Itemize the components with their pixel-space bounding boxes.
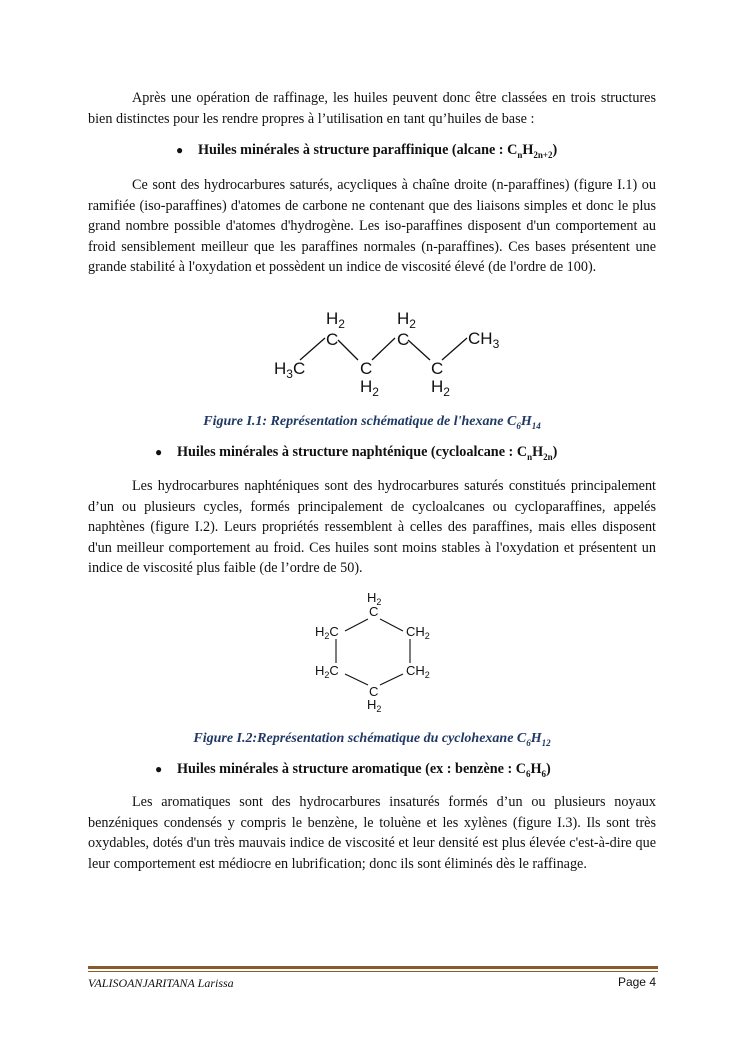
hexane-h2-top1: $H_2$	[326, 309, 345, 331]
hexane-structure	[270, 302, 510, 402]
intro-paragraph: Après une opération de raffinage, les huiles peuvent donc être classées en trois structures bien distinctes pour les rendre propres à l’utilisation en tant qu’huiles de base :	[88, 90, 656, 127]
cyclo-ll: $H_2C$	[315, 663, 339, 680]
cyclo-lr: $CH_2$	[406, 663, 430, 680]
heading-paraffinique: ● Huiles minérales à structure paraffinique (alcane : $C_nH_{2n+2}$)	[176, 142, 558, 160]
cyclo-ul: $H_2C$	[315, 624, 339, 641]
hexane-c-bot1: C	[360, 359, 373, 378]
cyclo-bot-h2: $H_2$	[367, 697, 382, 714]
bullet-icon: ●	[176, 143, 184, 157]
bullet-icon: ●	[155, 445, 163, 459]
hexane-h2-bot1: $H_2$	[360, 377, 379, 399]
figure-1-caption: Figure I.1: Représentation schématique de l'hexane $C_6H_{14}$	[203, 414, 541, 431]
cyclo-top-h2: $H_2$	[367, 590, 382, 607]
hexane-h3c: $H_3C$	[274, 359, 306, 381]
aromatique-paragraph: Les aromatiques sont des hydrocarbures insaturés formés d’un ou plusieurs noyaux benzéniques condensés y compris le benzène, le toluène et les xylènes (figure I.3). Ils sont très oxydables, dotés d'un très mauvais indice de viscosité et leur densité est plus élevée c'est-à-dire que leur comportement est médiocre en lubrification; donc ils sont éliminés dès le raffinage.	[88, 794, 656, 872]
hexane-h2-bot2: $H_2$	[431, 377, 450, 399]
cyclo-ur: $CH_2$	[406, 624, 430, 641]
page-number: Page 4	[617, 975, 656, 989]
cyclohexane-structure	[305, 588, 445, 714]
cyclo-bot-c: C	[369, 684, 379, 699]
figure-2-caption: Figure I.2:Représentation schématique du cyclohexane $C_6H_{12}$	[193, 731, 551, 748]
hexane-h2-top2: $H_2$	[397, 309, 416, 331]
bullet-icon: ●	[155, 762, 163, 776]
paraffinique-paragraph: Ce sont des hydrocarbures saturés, acycliques à chaîne droite (n-paraffines) (figure I.1) ou ramifiée (iso-paraffines) d'atomes de carbone ne contenant que des liaisons simples et donc le plus grand nombre possible d'atomes d'hydrogène. Les iso-paraffines disposent d'un comportement au froid sensiblement meilleur que les paraffines normales (n-paraffines). Ces bases présentent une grande stabilité à l'oxydation et possèdent un indice de viscosité élevé (de l'ordre de 100).	[88, 177, 656, 275]
footer-rule-thin	[88, 971, 658, 972]
hexane-c-bot2: C	[431, 359, 444, 378]
cyclo-top-c: C	[369, 604, 379, 619]
hexane-ch3: $CH_3$	[468, 329, 500, 351]
footer-author: VALISOANJARITANA Larissa	[88, 976, 234, 990]
naphtenique-paragraph: Les hydrocarbures naphténiques sont des hydrocarbures saturés constitués principalement d’un ou plusieurs cycles, formés principalement de cycloalcanes ou cycloparaffines, appelés naphtènes (figure I.2). Leurs propriétés ressemblent à celles des paraffines, mais elles disposent d'un meilleur comportement au froid. Ces huiles sont moins stables à l'oxydation et présentent un indice de viscosité plus faible (de l’ordre de 50).	[88, 478, 656, 576]
heading-aromatique: ● Huiles minérales à structure aromatique (ex : benzène : $C_6H_6$)	[155, 761, 551, 779]
hexane-c-top1: C	[326, 330, 339, 349]
heading-naphtenique: ● Huiles minérales à structure naphténique (cycloalcane : $C_nH_{2n}$)	[155, 444, 558, 462]
hexane-c-top2: C	[397, 330, 410, 349]
footer-rule	[88, 966, 658, 969]
